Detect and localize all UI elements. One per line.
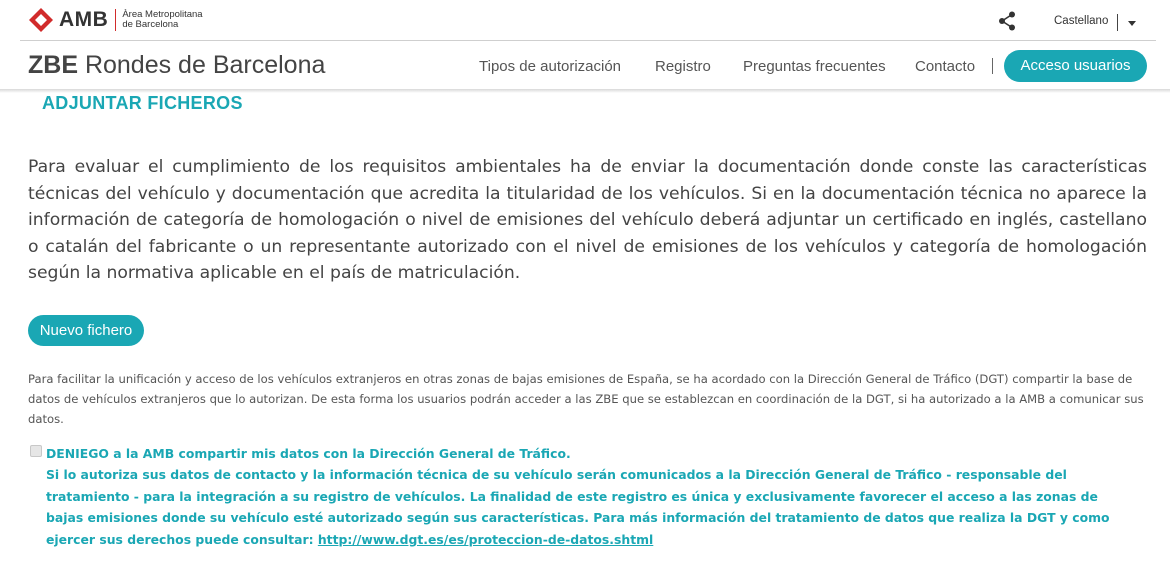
logo-subtitle-line1: Àrea Metropolitana [122, 9, 203, 20]
intro-paragraph: Para evaluar el cumplimiento de los requisitos ambientales ha de enviar la documentación donde conste las características técnicas del vehículo y documentación que acredita la titularidad de los vehículos. Si en la documentación técnica no aparece la información de categoría de homologación o nivel de emisiones del vehículo deberá adjuntar un certificado en inglés, castellano o catalán del fabricante o un representante autorizado con el nivel de emisiones de los vehículos y categoría de homologación según la normativa aplicable en el país de matriculación. [28, 157, 1147, 283]
language-selector[interactable]: Castellano [1054, 15, 1109, 27]
nav-tipos-autorizacion[interactable]: Tipos de autorización [479, 58, 622, 75]
consent-headline: DENIEGO a la AMB compartir mis datos con la Dirección General de Tráfico. [46, 446, 571, 461]
language-divider [1117, 14, 1118, 31]
dgt-info-note: Para facilitar la unificación y acceso de los vehículos extranjeros en otras zonas de bajas emisiones de España, se ha acordado con la Dirección General de Tráfico (DGT) compartir la base de datos de vehículos extranjeros que lo autorizan. De esta forma los usuarios podrán acceder a las ZBE que se establezcan en coordinación de la DGT, si ha autorizado a la AMB a comunicar sus datos. [28, 372, 1144, 426]
brand-bold: ZBE [28, 51, 78, 79]
logo-divider [115, 9, 116, 31]
consent-details [46, 464, 1136, 550]
share-icon[interactable] [997, 11, 1017, 31]
logo-subtitle-line2: de Barcelona [122, 19, 179, 30]
chevron-down-icon[interactable] [1128, 21, 1136, 26]
consent-body: Si lo autoriza sus datos de contacto y la información técnica de su vehículo serán comunicados a la Dirección General de Tráfico - responsable del tratamiento - para la integración a su registro de vehículos. La finalidad de este registro es única y exclusivamente favorecer el acceso a las zonas de bajas emisiones donde su vehículo esté autorizado según sus características. Para más información del tratamiento de datos que realiza la DGT y como ejercer sus derechos puede consultar: [46, 467, 1110, 547]
nav-divider [992, 58, 993, 74]
deny-sharing-checkbox[interactable] [30, 445, 42, 457]
section-title: ADJUNTAR FICHEROS [42, 93, 243, 113]
brand-rest: Rondes de Barcelona [78, 51, 326, 79]
nav-contacto[interactable]: Contacto [915, 58, 976, 75]
amb-logo-mark-icon [28, 7, 54, 33]
access-users-button[interactable]: Acceso usuarios [1004, 50, 1147, 82]
top-bar [0, 0, 1170, 41]
logo-subtitle [122, 10, 202, 30]
amb-logo[interactable] [28, 5, 203, 35]
nav-preguntas-frecuentes[interactable]: Preguntas frecuentes [743, 58, 886, 75]
site-brand[interactable] [28, 51, 325, 80]
consent-text [46, 443, 1136, 550]
nav-registro[interactable]: Registro [655, 58, 711, 75]
new-file-button[interactable]: Nuevo fichero [28, 315, 144, 346]
logo-text: AMB [59, 8, 109, 31]
main-nav [0, 41, 1170, 90]
dgt-privacy-link[interactable]: http://www.dgt.es/es/proteccion-de-datos.shtml [317, 531, 654, 547]
